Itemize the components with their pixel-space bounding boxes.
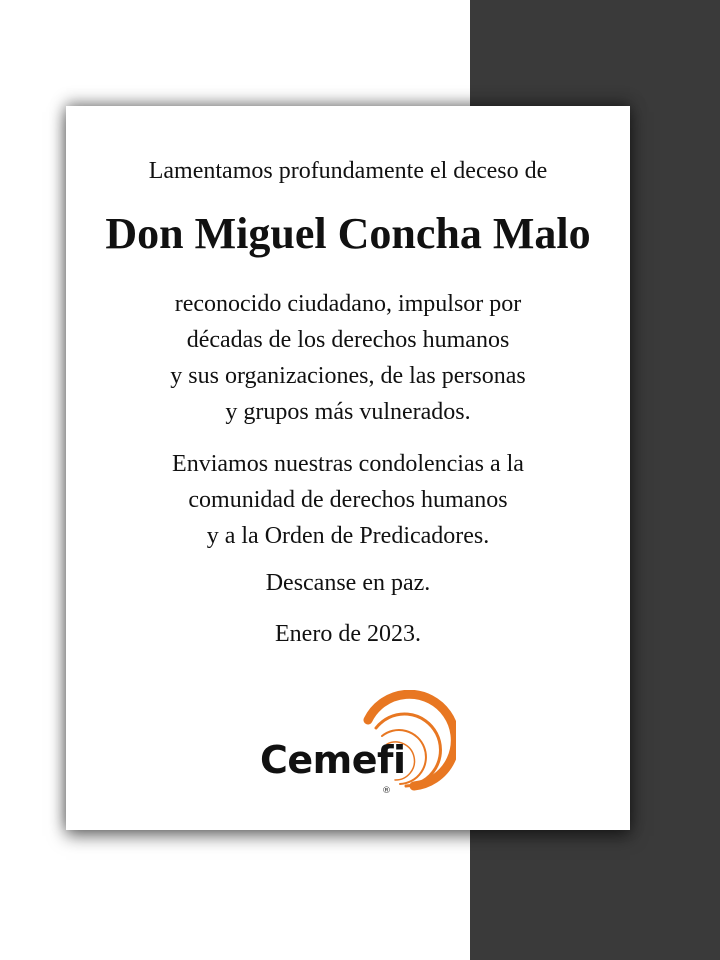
condolence-card (66, 106, 630, 830)
cemefi-logo (256, 690, 456, 806)
date-line: Enero de 2023. (275, 621, 421, 647)
cemefi-wordmark: Cemefi (260, 738, 406, 782)
registered-mark: ® (382, 786, 391, 796)
closing-line: Descanse en paz. (265, 570, 431, 596)
condolences-paragraph: Enviamos nuestras condolencias a la comunidad de derechos humanos y a la Orden de Predicadores. (172, 451, 524, 549)
deceased-name: Don Miguel Concha Malo (105, 209, 591, 258)
intro-line: Lamentamos profundamente el deceso de (148, 158, 548, 184)
tribute-paragraph: reconocido ciudadano, impulsor por décadas de los derechos humanos y sus organizaciones, de las personas y grupos más vulnerados. (170, 291, 526, 425)
